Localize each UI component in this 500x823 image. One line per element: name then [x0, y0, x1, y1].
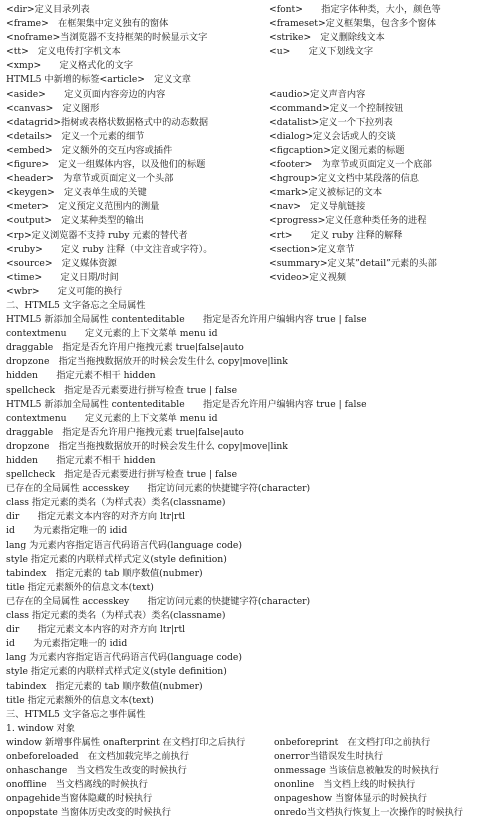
right-entry: <section>定义章节 — [269, 243, 355, 255]
left-entry: <output> 定义某种类型的输出 — [6, 215, 144, 227]
text-line: HTML5 新添加全局属性 contenteditable 指定是否允许用户编辑内容 true | false — [6, 398, 367, 410]
text-line: class 指定元素的类名（为样式表）类名(classname) — [6, 497, 226, 509]
list-row — [6, 102, 494, 116]
text-line: style 指定元素的内联样式样式定义(style definition) — [6, 553, 227, 565]
text-line: id 为元素指定唯一的 idid — [6, 525, 128, 537]
list-row — [6, 144, 494, 158]
right-entry: <rt> 定义 ruby 注释的解释 — [269, 229, 403, 241]
list-row — [6, 806, 494, 820]
right-entry: <audio>定义声音内容 — [269, 88, 366, 100]
list-row — [6, 88, 494, 102]
list-row — [6, 45, 494, 59]
right-entry: <strike> 定义删除线文本 — [269, 32, 385, 44]
list-row — [6, 158, 494, 172]
right-entry: <footer> 为章节或页面定义一个底部 — [269, 159, 432, 171]
left-entry: <source> 定义媒体资源 — [6, 257, 117, 269]
list-row — [6, 271, 494, 285]
text-line: title 指定元素额外的信息文本(text) — [6, 581, 154, 593]
right-entry: <figcaption>定义图元素的标题 — [269, 144, 405, 156]
left-entry: <rp>定义浏览器不支持 ruby 元素的替代者 — [6, 229, 188, 241]
existing-global-attributes-list — [6, 482, 494, 708]
right-entry: onredo当文档执行恢复上一次操作的时候执行 — [274, 807, 463, 819]
text-line: tabindex 指定元素的 tab 顺序数值(nubmer) — [6, 680, 203, 692]
window-object-heading: 1. window 对象 — [6, 722, 75, 734]
list-row — [6, 116, 494, 130]
event-attributes-heading: 三、HTML5 文字备忘之事件属性 — [6, 708, 146, 720]
global-attributes-heading: 二、HTML5 文字备忘之全局属性 — [6, 299, 146, 311]
left-entry: onpopstate 当窗体历史改变的时候执行 — [6, 807, 171, 819]
html5-tags-list — [6, 88, 494, 299]
list-row — [6, 186, 494, 200]
right-entry: <dialog>定义会话或人的交谈 — [269, 130, 396, 142]
list-row — [6, 3, 494, 17]
list-row — [6, 764, 494, 778]
list-row — [6, 750, 494, 764]
list-row — [6, 792, 494, 806]
left-entry: <meter> 定义预定义范围内的测量 — [6, 201, 160, 213]
legacy-tags-list — [6, 3, 494, 73]
right-entry: onerror当错误发生时执行 — [274, 750, 384, 762]
left-entry: onpagehide当窗体隐藏的时候执行 — [6, 793, 153, 805]
left-entry: <aside> 定义页面内容旁边的内容 — [6, 88, 166, 100]
text-line: dropzone 指定当拖拽数据放开的时候会发生什么 copy|move|link — [6, 356, 288, 368]
list-row — [6, 778, 494, 792]
text-line: spellcheck 指定是否元素要进行拼写检查 true | false — [6, 384, 238, 396]
text-line: class 指定元素的类名（为样式表）类名(classname) — [6, 610, 226, 622]
list-row — [6, 200, 494, 214]
text-line: hidden 指定元素不相干 hidden — [6, 370, 156, 382]
new-global-attributes-list — [6, 313, 494, 482]
list-row — [6, 172, 494, 186]
right-entry: onmessage 当该信息被触发的时候执行 — [274, 765, 439, 777]
left-entry: onbeforeloaded 在文档加载完毕之前执行 — [6, 750, 189, 762]
right-entry: onbeforeprint 在文档打印之前执行 — [274, 736, 431, 748]
left-entry: <ruby> 定义 ruby 注释（中文注音或字符）。 — [6, 243, 213, 255]
text-line: 已存在的全局属性 accesskey 指定访问元素的快捷键字符(character) — [6, 595, 311, 607]
right-entry: onpageshow 当窗体显示的时候执行 — [274, 793, 427, 805]
list-row — [6, 243, 494, 257]
left-entry: window 新增事件属性 onafterprint 在文档打印之后执行 — [6, 736, 246, 748]
right-entry: <summary>定义某”detail”元素的头部 — [269, 257, 437, 269]
text-line: lang 为元素内容指定语言代码语言代码(language code) — [6, 652, 242, 664]
left-entry: onoffline 当文档离线的时候执行 — [6, 779, 148, 791]
right-entry: ononline 当文档上线的时候执行 — [274, 779, 416, 791]
left-entry: <frame> 在框架集中定义独有的窗体 — [6, 18, 169, 30]
window-events-list — [6, 736, 494, 821]
right-entry: <datalist>定义一个下拉列表 — [269, 116, 393, 128]
text-line: HTML5 新添加全局属性 contenteditable 指定是否允许用户编辑内容 true | false — [6, 314, 367, 326]
text-line: contextmenu 定义元素的上下文菜单 menu id — [6, 412, 218, 424]
left-entry: <dir>定义目录列表 — [6, 4, 90, 15]
left-entry: <xmp> 定义格式化的文字 — [6, 60, 134, 72]
left-entry: <details> 定义一个元素的细节 — [6, 130, 145, 142]
left-entry: <time> 定义日期/时间 — [6, 271, 119, 283]
left-entry: <noframe>当浏览器不支持框架的时候显示文字 — [6, 32, 208, 44]
right-entry: <nav> 定义导航链接 — [269, 201, 366, 213]
text-line: dir 指定元素文本内容的对齐方向 ltr|rtl — [6, 511, 186, 523]
list-row — [6, 31, 494, 45]
left-entry: <wbr> 定义可能的换行 — [6, 285, 123, 297]
right-entry: <command>定义一个控制按钮 — [269, 102, 404, 114]
text-line: dir 指定元素文本内容的对齐方向 ltr|rtl — [6, 624, 186, 636]
text-line: contextmenu 定义元素的上下文菜单 menu id — [6, 328, 218, 340]
right-entry: <u> 定义下划线文字 — [269, 46, 374, 58]
right-entry: <mark>定义被标记的文本 — [269, 187, 383, 199]
text-line: draggable 指定是否允许用户拖拽元素 true|false|auto — [6, 426, 244, 438]
text-line: hidden 指定元素不相干 hidden — [6, 455, 156, 466]
list-row — [6, 736, 494, 750]
list-row — [6, 214, 494, 228]
list-row — [6, 285, 494, 299]
text-line: 已存在的全局属性 accesskey 指定访问元素的快捷键字符(character) — [6, 483, 311, 495]
right-entry: <frameset>定义框架集，包含多个窗体 — [269, 18, 436, 30]
text-line: tabindex 指定元素的 tab 顺序数值(nubmer) — [6, 567, 203, 579]
list-row — [6, 17, 494, 31]
right-entry: <hgroup>定义文档中某段落的信息 — [269, 173, 419, 185]
text-line: dropzone 指定当拖拽数据放开的时候会发生什么 copy|move|link — [6, 440, 288, 452]
left-entry: <tt> 定义电传打字机文本 — [6, 46, 121, 58]
html5-tags-heading: HTML5 中新增的标签<article> 定义文章 — [6, 74, 191, 86]
text-line: draggable 指定是否允许用户拖拽元素 true|false|auto — [6, 342, 244, 354]
list-row — [6, 130, 494, 144]
text-line: spellcheck 指定是否元素要进行拼写检查 true | false — [6, 469, 238, 481]
text-line: id 为元素指定唯一的 idid — [6, 638, 128, 650]
left-entry: <datagrid>指树或表格状数据格式中的动态数据 — [6, 116, 209, 128]
left-entry: onhaschange 当文档发生改变的时候执行 — [6, 765, 187, 777]
left-entry: <canvas> 定义图形 — [6, 102, 100, 114]
left-entry: <figure> 定义一组媒体内容，以及他们的标题 — [6, 159, 206, 171]
list-row — [6, 257, 494, 271]
left-entry: <keygen> 定义表单生成的关键 — [6, 187, 147, 199]
right-entry: <font> 指定字体种类，大小，颜色等 — [269, 4, 441, 15]
text-line: style 指定元素的内联样式样式定义(style definition) — [6, 666, 227, 678]
right-entry: <video>定义视频 — [269, 271, 347, 283]
text-line: title 指定元素额外的信息文本(text) — [6, 694, 154, 706]
list-row — [6, 229, 494, 243]
text-line: lang 为元素内容指定语言代码语言代码(language code) — [6, 539, 242, 551]
left-entry: <embed> 定义额外的交互内容或插件 — [6, 144, 173, 156]
list-row — [6, 59, 494, 73]
left-entry: <header> 为章节或页面定义一个头部 — [6, 173, 174, 185]
right-entry: <progress>定义任意种类任务的进程 — [269, 215, 427, 227]
